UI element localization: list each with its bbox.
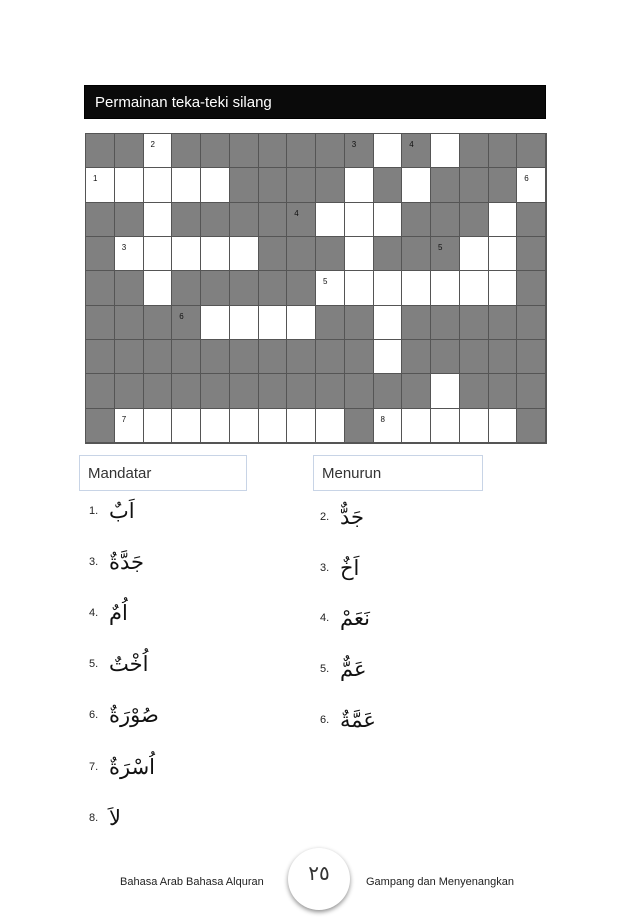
menurun-clue <box>320 556 359 580</box>
crossword-cell-open[interactable] <box>373 133 403 168</box>
crossword-cell-blocked <box>171 270 201 305</box>
crossword-cell-blocked <box>401 202 431 237</box>
crossword-cell-blocked <box>286 236 316 271</box>
crossword-cell-blocked <box>85 305 115 340</box>
crossword-cell-blocked <box>258 236 288 271</box>
crossword-cell-blocked <box>258 270 288 305</box>
crossword-cell-blocked <box>430 339 460 374</box>
crossword-cell-blocked <box>344 305 374 340</box>
page-title: Permainan teka-teki silang <box>95 94 272 111</box>
crossword-cell-blocked <box>171 202 201 237</box>
crossword-cell-open[interactable] <box>143 270 173 305</box>
mandatar-clue <box>89 806 121 830</box>
crossword-cell-blocked <box>401 373 431 408</box>
crossword-cell-blocked <box>488 339 518 374</box>
crossword-cell-open[interactable] <box>488 202 518 237</box>
crossword-cell-blocked <box>143 305 173 340</box>
crossword-cell-open[interactable] <box>143 202 173 237</box>
crossword-cell-blocked <box>258 373 288 408</box>
crossword-cell-blocked <box>488 373 518 408</box>
crossword-cell-blocked <box>171 133 201 168</box>
crossword-cell-open[interactable] <box>229 305 259 340</box>
clue-index: 2. <box>320 511 330 523</box>
crossword-cell-open[interactable] <box>459 270 489 305</box>
clue-index: 6. <box>320 714 330 726</box>
crossword-cell-blocked <box>373 167 403 202</box>
crossword-cell-open[interactable] <box>459 236 489 271</box>
crossword-cell-blocked <box>488 167 518 202</box>
crossword-cell-blocked <box>85 373 115 408</box>
crossword-cell-blocked <box>85 133 115 168</box>
clue-index: 4. <box>89 607 99 619</box>
crossword-cell-blocked <box>516 270 546 305</box>
crossword-cell-blocked <box>516 339 546 374</box>
crossword-cell-blocked <box>85 339 115 374</box>
crossword-cell-blocked <box>200 339 230 374</box>
crossword-cell-blocked <box>258 133 288 168</box>
menurun-clue <box>320 657 367 681</box>
crossword-cell-blocked <box>85 270 115 305</box>
crossword-cell-open[interactable] <box>171 167 201 202</box>
crossword-cell-blocked <box>459 305 489 340</box>
clue-index: 6. <box>89 709 99 721</box>
crossword-cell-open[interactable] <box>488 408 518 443</box>
mandatar-clue <box>89 755 155 779</box>
crossword-cell-open[interactable] <box>344 236 374 271</box>
crossword-cell-blocked <box>315 305 345 340</box>
crossword-cell-blocked <box>315 373 345 408</box>
clue-arabic-word: اَبٌ <box>109 499 135 523</box>
crossword-cell-blocked <box>488 133 518 168</box>
clue-number: 4 <box>409 140 414 149</box>
crossword-cell-open[interactable] <box>401 270 431 305</box>
crossword-cell-open[interactable] <box>430 270 460 305</box>
crossword-cell-blocked <box>516 202 546 237</box>
clue-index: 8. <box>89 812 99 824</box>
clue-number: 6 <box>179 311 184 321</box>
clue-arabic-word: اُمٌ <box>109 601 128 625</box>
crossword-cell-blocked <box>344 373 374 408</box>
crossword-cell-blocked <box>229 167 259 202</box>
crossword-cell-open[interactable] <box>85 167 115 202</box>
crossword-cell-blocked <box>344 408 374 443</box>
crossword-cell-open[interactable] <box>373 270 403 305</box>
clue-arabic-word: صُوْرَةٌ <box>109 703 159 727</box>
crossword-cell-blocked <box>459 133 489 168</box>
crossword-cell-blocked <box>286 167 316 202</box>
crossword-cell-blocked <box>229 133 259 168</box>
clue-arabic-word: عَمَّةٌ <box>340 708 376 732</box>
crossword-cell-blocked <box>114 202 144 237</box>
clue-index: 7. <box>89 761 99 773</box>
mandatar-clue <box>89 550 144 574</box>
footer-right-text: Gampang dan Menyenangkan <box>366 876 514 888</box>
crossword-cell-blocked <box>430 236 460 271</box>
crossword-cell-blocked <box>171 305 201 340</box>
crossword-cell-open[interactable] <box>344 202 374 237</box>
crossword-cell-blocked <box>229 202 259 237</box>
crossword-cell-blocked <box>344 339 374 374</box>
crossword-cell-blocked <box>200 373 230 408</box>
crossword-cell-open[interactable] <box>344 167 374 202</box>
crossword-cell-blocked <box>315 339 345 374</box>
crossword-cell-blocked <box>373 236 403 271</box>
crossword-cell-blocked <box>200 270 230 305</box>
crossword-cell-blocked <box>459 339 489 374</box>
crossword-cell-open[interactable] <box>200 236 230 271</box>
mandatar-clue <box>89 652 148 676</box>
crossword-cell-open[interactable] <box>430 373 460 408</box>
mandatar-label: Mandatar <box>88 465 152 482</box>
crossword-cell-blocked <box>516 305 546 340</box>
crossword-cell-blocked <box>401 339 431 374</box>
crossword-cell-blocked <box>401 305 431 340</box>
crossword-cell-blocked <box>114 270 144 305</box>
mandatar-header <box>79 455 247 491</box>
crossword-cell-blocked <box>258 202 288 237</box>
crossword-cell-blocked <box>459 373 489 408</box>
crossword-cell-blocked <box>286 339 316 374</box>
crossword-cell-blocked <box>286 133 316 168</box>
crossword-cell-open[interactable] <box>286 408 316 443</box>
crossword-cell-open[interactable] <box>114 167 144 202</box>
crossword-cell-blocked <box>373 373 403 408</box>
crossword-cell-open[interactable] <box>430 133 460 168</box>
crossword-cell-blocked <box>114 339 144 374</box>
crossword-cell-open[interactable] <box>200 305 230 340</box>
clue-index: 1. <box>89 505 99 517</box>
crossword-cell-open[interactable] <box>171 236 201 271</box>
crossword-cell-open[interactable] <box>258 408 288 443</box>
crossword-cell-blocked <box>143 373 173 408</box>
crossword-cell-blocked <box>286 270 316 305</box>
clue-arabic-word: نَعَمْ <box>340 606 370 630</box>
crossword-cell-blocked <box>171 339 201 374</box>
crossword-cell-blocked <box>315 236 345 271</box>
clue-number: 5 <box>323 277 328 287</box>
crossword-cell-open[interactable] <box>286 305 316 340</box>
crossword-cell-open[interactable] <box>459 408 489 443</box>
crossword-cell-open[interactable] <box>315 202 345 237</box>
mandatar-clue <box>89 601 128 625</box>
clue-number: 1 <box>93 174 98 184</box>
crossword-cell-blocked <box>258 167 288 202</box>
menurun-clue <box>320 606 370 630</box>
crossword-cell-open[interactable] <box>171 408 201 443</box>
crossword-cell-open[interactable] <box>143 236 173 271</box>
crossword-cell-open[interactable] <box>488 270 518 305</box>
crossword-cell-open[interactable] <box>373 408 403 443</box>
clue-arabic-word: اَخٌ <box>340 556 360 580</box>
crossword-grid <box>85 133 547 444</box>
clue-number: 8 <box>380 414 385 424</box>
page-number-badge <box>288 848 350 910</box>
menurun-label: Menurun <box>322 465 382 482</box>
clue-index: 5. <box>320 663 330 675</box>
crossword-cell-open[interactable] <box>114 236 144 271</box>
clue-number: 2 <box>150 140 155 149</box>
crossword-cell-blocked <box>143 339 173 374</box>
crossword-cell-blocked <box>114 373 144 408</box>
clue-number: 3 <box>351 140 357 149</box>
clue-number: 4 <box>294 208 299 218</box>
crossword-cell-blocked <box>200 202 230 237</box>
crossword-cell-blocked <box>430 167 460 202</box>
crossword-cell-blocked <box>459 202 489 237</box>
crossword-cell-open[interactable] <box>229 408 259 443</box>
clue-arabic-word: عَمٌّ <box>340 657 367 681</box>
crossword-cell-blocked <box>229 339 259 374</box>
crossword-cell-open[interactable] <box>143 408 173 443</box>
clue-number: 7 <box>121 414 127 424</box>
crossword-cell-blocked <box>114 305 144 340</box>
crossword-cell-open[interactable] <box>143 133 173 168</box>
title-bar <box>84 85 546 119</box>
crossword-cell-blocked <box>200 133 230 168</box>
crossword-cell-blocked <box>516 373 546 408</box>
crossword-cell-open[interactable] <box>430 408 460 443</box>
clue-arabic-word: اُسْرَةٌ <box>109 755 156 779</box>
crossword-cell-blocked <box>430 305 460 340</box>
clue-arabic-word: جَدَّةٌ <box>109 550 145 574</box>
crossword-cell-open[interactable] <box>488 236 518 271</box>
crossword-cell-blocked <box>516 133 546 168</box>
menurun-header <box>313 455 483 491</box>
crossword-cell-open[interactable] <box>229 236 259 271</box>
menurun-clue <box>320 708 376 732</box>
page-number: ٢٥ <box>308 861 330 885</box>
crossword-cell-open[interactable] <box>200 408 230 443</box>
crossword-cell-blocked <box>286 373 316 408</box>
crossword-cell-blocked <box>229 270 259 305</box>
clue-index: 3. <box>89 556 99 568</box>
crossword-cell-open[interactable] <box>143 167 173 202</box>
crossword-cell-blocked <box>229 373 259 408</box>
crossword-cell-open[interactable] <box>315 270 345 305</box>
clue-index: 4. <box>320 612 330 624</box>
clue-number: 6 <box>524 174 529 184</box>
crossword-cell-open[interactable] <box>373 339 403 374</box>
crossword-cell-blocked <box>401 133 431 168</box>
crossword-cell-open[interactable] <box>373 202 403 237</box>
crossword-cell-blocked <box>401 236 431 271</box>
crossword-cell-blocked <box>430 202 460 237</box>
crossword-cell-blocked <box>488 305 518 340</box>
clue-index: 3. <box>320 562 330 574</box>
clue-arabic-word: جَدٌّ <box>340 505 365 529</box>
crossword-cell-blocked <box>516 236 546 271</box>
crossword-cell-open[interactable] <box>373 305 403 340</box>
crossword-cell-open[interactable] <box>401 167 431 202</box>
footer-left-text: Bahasa Arab Bahasa Alquran <box>120 876 264 888</box>
crossword-cell-blocked <box>258 339 288 374</box>
crossword-cell-blocked <box>85 408 115 443</box>
clue-number: 5 <box>438 242 443 252</box>
crossword-cell-blocked <box>85 202 115 237</box>
crossword-cell-open[interactable] <box>315 408 345 443</box>
clue-number: 3 <box>121 242 127 252</box>
clue-arabic-word: لاَ <box>109 806 121 830</box>
crossword-cell-blocked <box>459 167 489 202</box>
crossword-cell-blocked <box>315 167 345 202</box>
crossword-cell-blocked <box>85 236 115 271</box>
clue-index: 5. <box>89 658 99 670</box>
crossword-cell-open[interactable] <box>114 408 144 443</box>
crossword-cell-blocked <box>315 133 345 168</box>
crossword-cell-blocked <box>516 408 546 443</box>
crossword-cell-blocked <box>344 133 374 168</box>
crossword-cell-blocked <box>114 133 144 168</box>
crossword-cell-open[interactable] <box>401 408 431 443</box>
crossword-cell-blocked <box>286 202 316 237</box>
clue-arabic-word: اُخْتٌ <box>109 652 149 676</box>
crossword-cell-open[interactable] <box>258 305 288 340</box>
crossword-cell-blocked <box>171 373 201 408</box>
crossword-cell-open[interactable] <box>200 167 230 202</box>
menurun-clue <box>320 505 364 529</box>
crossword-cell-open[interactable] <box>344 270 374 305</box>
mandatar-clue <box>89 703 159 727</box>
mandatar-clue <box>89 499 135 523</box>
crossword-cell-open[interactable] <box>516 167 546 202</box>
